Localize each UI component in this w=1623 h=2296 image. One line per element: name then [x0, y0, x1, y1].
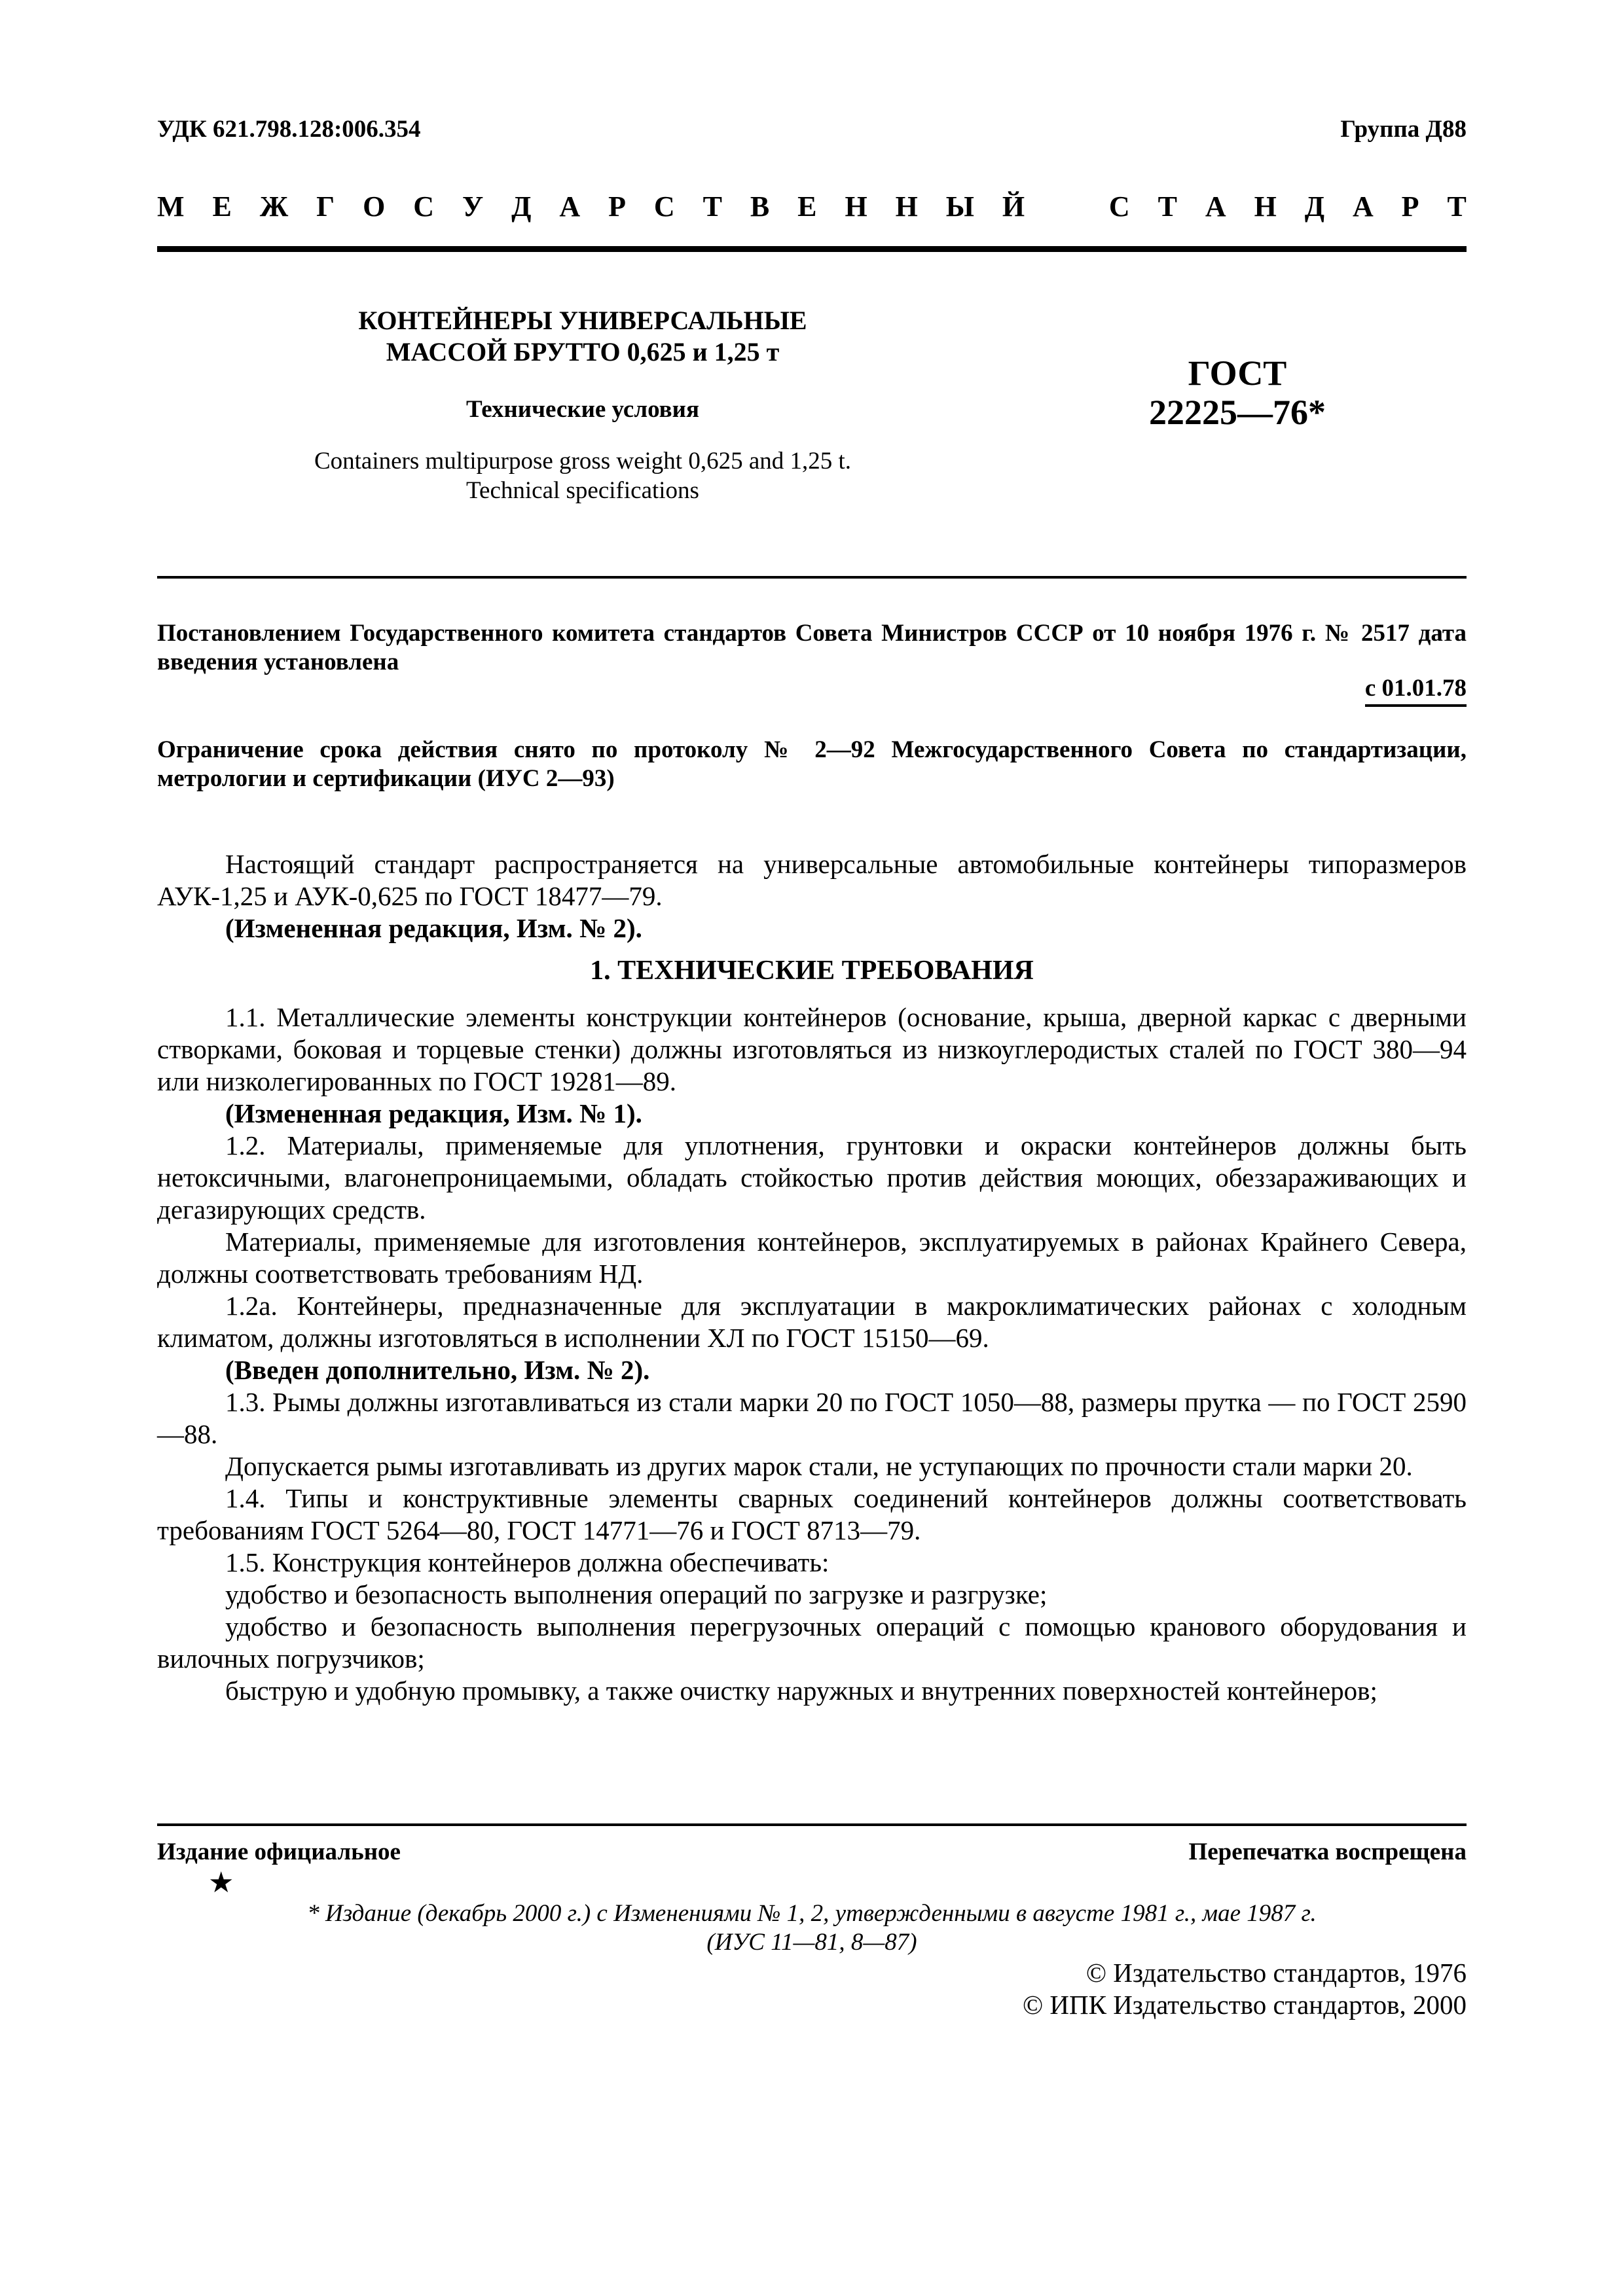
banner-letter: Д [1304, 190, 1325, 223]
clause-1-5-item-b: удобство и безопасность выполнения перегрузочных операций с помощью кранового оборудования и вилочных погрузчиков; [157, 1611, 1467, 1674]
clause-1-1-note: (Измененная редакция, Изм. № 1). [225, 1098, 642, 1128]
edition-footnote [157, 1899, 1467, 1957]
title-block [249, 305, 917, 505]
decree-text: Постановлением Государственного комитета стандартов Совета Министров СССР от 10 ноября 1976 г. № 2517 дата введения установлена [157, 620, 1467, 675]
gost-number: 22225—76* [1149, 393, 1326, 432]
title-line-1: КОНТЕЙНЕРЫ УНИВЕРСАЛЬНЫЕ [358, 306, 807, 335]
banner-letter: Й [1002, 190, 1025, 223]
banner-letter: Е [212, 190, 232, 223]
top-rule [157, 246, 1467, 252]
footer-rule [157, 1823, 1467, 1826]
clause-1-3: 1.3. Рымы должны изготавливаться из стали марки 20 по ГОСТ 1050—88, размеры прутка — по ГОСТ 2590—88. [157, 1387, 1467, 1449]
banner-letter: А [1205, 190, 1226, 223]
subtitle: Технические условия [466, 396, 699, 423]
banner-letter: С [653, 190, 675, 223]
edition-footnote-line-2: (ИУС 11—81, 8—87) [706, 1929, 917, 1956]
effective-date [1365, 674, 1467, 703]
star-icon: ★ [208, 1867, 234, 1899]
banner-letter: С [1108, 190, 1130, 223]
title-rule [157, 576, 1467, 579]
banner-letter: У [462, 190, 484, 223]
banner-letter: Г [316, 190, 335, 223]
banner-letter: Н [1254, 190, 1277, 223]
clause-1-2a-note: (Введен дополнительно, Изм. № 2). [225, 1355, 650, 1385]
official-edition-label: Издание официальное [157, 1839, 401, 1865]
udk-code: УДК 621.798.128:006.354 [157, 116, 421, 143]
english-title-line-2: Technical specifications [466, 477, 699, 504]
group-code: Группа Д88 [1340, 116, 1467, 143]
reprint-prohibited-label: Перепечатка воспрещена [1188, 1839, 1467, 1865]
clause-1-3-continued: Допускается рымы изготавливать из других марок стали, не уступающих по прочности стали марки 20. [225, 1451, 1413, 1481]
banner-letter: Н [895, 190, 918, 223]
banner-letter: Ы [945, 190, 974, 223]
banner-letter: Т [702, 190, 722, 223]
clause-1-1: 1.1. Металлические элементы конструкции контейнеров (основание, крыша, дверной каркас с дверными створками, боковая и торцевые стенки) должны изготовляться из низкоуглеродистых сталей по ГОСТ 380—94 или низколегированных по ГОСТ 19281—89. [157, 1002, 1467, 1096]
banner-letter: Т [1447, 190, 1467, 223]
banner-letter: Ж [259, 190, 289, 223]
standard-banner [157, 190, 1467, 223]
clause-1-5-item-c: быструю и удобную промывку, а также очистку наружных и внутренних поверхностей контейнеров; [225, 1676, 1377, 1706]
copyright-2000: © ИПК Издательство стандартов, 2000 [1022, 1990, 1467, 2020]
title-line-2: МАССОЙ БРУТТО 0,625 и 1,25 т [386, 337, 780, 367]
edition-footnote-line-1: * Издание (декабрь 2000 г.) с Изменениями № 1, 2, утвержденными в августе 1981 г., мае 1987 г. [307, 1900, 1317, 1927]
banner-letter: Н [845, 190, 867, 223]
clause-1-5-item-a: удобство и безопасность выполнения операций по загрузке и разгрузке; [225, 1579, 1048, 1609]
clause-1-2a: 1.2а. Контейнеры, предназначенные для эксплуатации в макроклиматических районах с холодным климатом, должны изготовляться в исполнении ХЛ по ГОСТ 15150—69. [157, 1291, 1467, 1353]
limitation-text: Ограничение срока действия снято по протоколу № 2—92 Межгосударственного Совета по стандартизации, метрологии и сертификации (ИУС 2—93) [157, 736, 1467, 792]
banner-letter: Е [797, 190, 817, 223]
clause-1-2: 1.2. Материалы, применяемые для уплотнения, грунтовки и окраски контейнеров должны быть нетоксичными, влагонепроницаемыми, обладать стойкостью против действия моющих, обеззараживающих и дегазирующих средств. [157, 1130, 1467, 1225]
clause-1-4: 1.4. Типы и конструктивные элементы сварных соединений контейнеров должны соответствовать требованиям ГОСТ 5264—80, ГОСТ 14771—76 и ГОСТ 8713—79. [157, 1483, 1467, 1545]
section-1-heading: 1. ТЕХНИЧЕСКИЕ ТРЕБОВАНИЯ [590, 956, 1034, 986]
banner-letter: Р [1401, 190, 1419, 223]
banner-letter: Т [1158, 190, 1177, 223]
banner-letter: С [413, 190, 435, 223]
clause-1-2-continued: Материалы, применяемые для изготовления контейнеров, эксплуатируемых в районах Крайнего Севера, должны соответствовать требованиям НД. [157, 1227, 1467, 1289]
banner-letter: Р [608, 190, 626, 223]
intro-amendment-note: (Измененная редакция, Изм. № 2). [225, 913, 642, 943]
banner-letter: Д [511, 190, 532, 223]
banner-letter: М [157, 190, 185, 223]
gost-designation [1100, 353, 1375, 432]
intro-paragraph: Настоящий стандарт распространяется на универсальные автомобильные контейнеры типоразмеров АУК-1,25 и АУК-0,625 по ГОСТ 18477—79. [157, 849, 1467, 911]
copyright-block [1023, 1957, 1467, 2021]
clause-1-5: 1.5. Конструкция контейнеров должна обеспечивать: [225, 1547, 830, 1577]
english-title-line-1: Containers multipurpose gross weight 0,625 and 1,25 t. [314, 448, 852, 475]
effective-date-value: с 01.01.78 [1365, 675, 1467, 707]
document-body [157, 848, 1467, 1707]
banner-letter: О [363, 190, 386, 223]
banner-letter: А [1352, 190, 1374, 223]
copyright-1976: © Издательство стандартов, 1976 [1085, 1958, 1467, 1988]
gost-label: ГОСТ [1188, 353, 1287, 393]
banner-letter: А [559, 190, 581, 223]
banner-letter: В [750, 190, 770, 223]
